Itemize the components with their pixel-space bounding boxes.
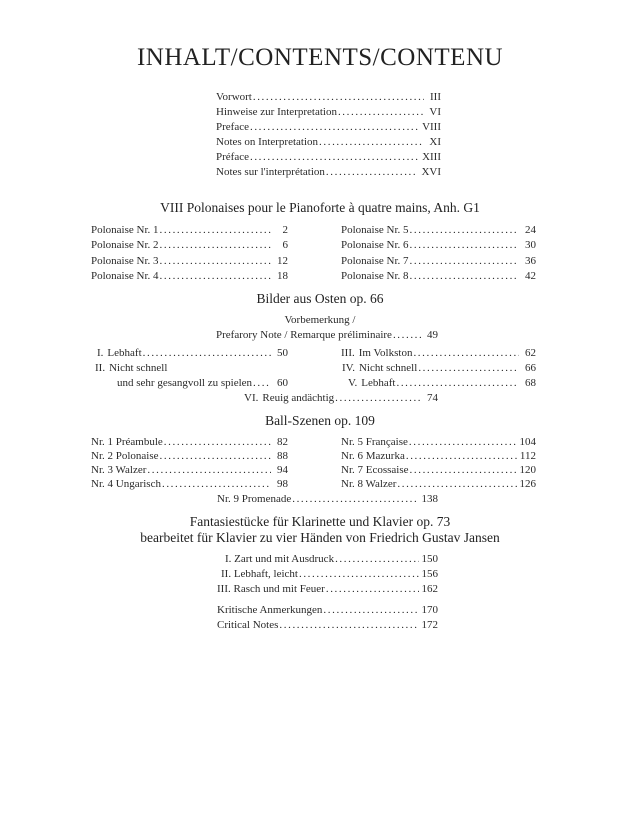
movement-number: II. — [95, 362, 106, 374]
toc-label: Notes on Interpretation — [216, 136, 319, 148]
toc-page: 2 — [282, 224, 288, 236]
toc-page: 150 — [421, 553, 438, 565]
toc-page: 156 — [421, 568, 438, 580]
toc-page: 94 — [277, 464, 288, 476]
dot-leader — [410, 463, 517, 477]
toc-entry — [91, 477, 288, 491]
toc-page: XIII — [422, 151, 441, 163]
section-subheading: bearbeitet für Klavier zu vier Händen von Friedrich Gustav Jansen — [140, 530, 500, 545]
dot-leader — [160, 238, 271, 252]
toc-label: Im Volkston — [358, 347, 413, 359]
toc-page: 49 — [427, 329, 438, 341]
toc-label: Reuig andächtig — [262, 392, 335, 404]
toc-page: 30 — [525, 239, 536, 251]
dot-leader — [292, 492, 418, 506]
toc-page: III — [430, 91, 441, 103]
toc-label: Preface — [216, 121, 249, 133]
toc-entry — [97, 346, 288, 360]
toc-page: VI — [429, 106, 441, 118]
toc-entry — [244, 391, 438, 405]
toc-entry — [216, 105, 441, 119]
toc-page: 36 — [525, 255, 536, 267]
dot-leader — [410, 254, 519, 268]
dot-leader — [410, 238, 519, 252]
toc-label: Polonaise Nr. 1 — [91, 224, 159, 236]
movement-number: III. — [341, 347, 355, 359]
toc-page: 24 — [525, 224, 536, 236]
toc-page: 138 — [421, 493, 438, 505]
toc-label: Nr. 2 Polonaise — [91, 450, 159, 462]
toc-entry — [91, 223, 288, 237]
toc-label: und sehr gesangvoll zu spielen — [117, 377, 253, 389]
toc-page: 60 — [277, 377, 288, 389]
toc-label: Nicht schnell — [358, 362, 418, 374]
toc-label: Polonaise Nr. 3 — [91, 255, 159, 267]
dot-leader — [160, 254, 271, 268]
toc-page: 50 — [277, 347, 288, 359]
toc-page: 120 — [519, 464, 536, 476]
toc-label: Nr. 6 Mazurka — [341, 450, 405, 462]
toc-page: 68 — [525, 377, 536, 389]
toc-entry — [95, 361, 167, 375]
dot-leader — [253, 376, 271, 390]
dot-leader — [326, 165, 419, 179]
toc-page: 62 — [525, 347, 536, 359]
toc-page: 74 — [427, 392, 438, 404]
toc-entry — [91, 435, 288, 449]
toc-entry — [217, 603, 438, 617]
section-heading: Fantasiestücke für Klarinette und Klavier op. 73 — [189, 514, 451, 529]
dot-leader — [160, 449, 271, 463]
toc-label: Nr. 1 Préambule — [91, 436, 163, 448]
movement-number: V. — [348, 377, 358, 389]
dot-leader — [410, 269, 519, 283]
toc-page: 162 — [421, 583, 438, 595]
toc-label: Nr. 7 Ecossaise — [341, 464, 409, 476]
toc-entry — [217, 492, 438, 506]
toc-entry — [217, 567, 438, 581]
toc-page: 6 — [282, 239, 288, 251]
toc-entry — [216, 135, 441, 149]
toc-label: Nr. 4 Ungarisch — [91, 478, 161, 490]
movement-number: IV. — [342, 362, 355, 374]
toc-entry — [341, 477, 536, 491]
toc-page: 88 — [277, 450, 288, 462]
section-heading: VIII Polonaises pour le Pianoforte à quatre mains, Anh. G1 — [160, 200, 480, 215]
toc-entry — [91, 463, 288, 477]
toc-label: Polonaise Nr. 8 — [341, 270, 409, 282]
toc-page: 104 — [519, 436, 536, 448]
dot-leader — [326, 582, 419, 596]
toc-label: Kritische Anmerkungen — [217, 604, 323, 616]
toc-page: 12 — [277, 255, 288, 267]
dot-leader — [409, 435, 517, 449]
toc-label: Polonaise Nr. 4 — [91, 270, 159, 282]
dot-leader — [279, 618, 418, 632]
toc-label: Notes sur l'interprétation — [216, 166, 325, 178]
toc-entry — [341, 238, 536, 252]
toc-page: 18 — [277, 270, 288, 282]
toc-label: Prefarory Note / Remarque préliminaire — [216, 329, 392, 341]
toc-entry — [216, 150, 441, 164]
toc-label: Nr. 3 Walzer — [91, 464, 147, 476]
toc-entry — [341, 449, 536, 463]
toc-label: Polonaise Nr. 2 — [91, 239, 159, 251]
toc-entry — [216, 90, 441, 104]
dot-leader — [397, 477, 516, 491]
toc-entry — [117, 376, 288, 390]
dot-leader — [406, 449, 517, 463]
toc-label: II. Lebhaft, leicht — [221, 568, 298, 580]
toc-entry — [217, 618, 438, 632]
toc-page: XI — [429, 136, 441, 148]
dot-leader — [299, 567, 419, 581]
toc-page: 66 — [525, 362, 536, 374]
dot-leader — [393, 328, 421, 342]
dot-leader — [323, 603, 418, 617]
toc-entry — [216, 165, 441, 179]
toc-entry — [91, 238, 288, 252]
movement-number: VI. — [244, 392, 259, 404]
toc-entry — [217, 552, 438, 566]
toc-page: 42 — [525, 270, 536, 282]
page-title: INHALT/CONTENTS/CONTENU — [136, 44, 504, 71]
toc-label: Critical Notes — [217, 619, 279, 631]
toc-label: Nr. 5 Française — [341, 436, 408, 448]
toc-entry — [91, 449, 288, 463]
dot-leader — [413, 346, 519, 360]
toc-label: Lebhaft — [361, 377, 396, 389]
dot-leader — [335, 552, 418, 566]
toc-entry — [341, 269, 536, 283]
toc-entry — [341, 254, 536, 268]
dot-leader — [410, 223, 519, 237]
toc-entry — [341, 223, 536, 237]
toc-page: 172 — [421, 619, 438, 631]
dot-leader — [335, 391, 421, 405]
toc-entry — [216, 120, 441, 134]
dot-leader — [418, 361, 519, 375]
toc-entry — [91, 254, 288, 268]
toc-label: I. Zart und mit Ausdruck — [225, 553, 335, 565]
toc-label: Lebhaft — [107, 347, 142, 359]
toc-page: 98 — [277, 478, 288, 490]
dot-leader — [147, 463, 271, 477]
toc-entry — [342, 361, 536, 375]
toc-page: XVI — [421, 166, 441, 178]
toc-entry — [341, 463, 536, 477]
movement-number: I. — [97, 347, 104, 359]
note-line: Vorbemerkung / — [284, 314, 356, 326]
section-heading: Bilder aus Osten op. 66 — [256, 291, 384, 306]
dot-leader — [253, 90, 424, 104]
dot-leader — [338, 105, 424, 119]
toc-label: Nr. 9 Promenade — [217, 493, 292, 505]
dot-leader — [160, 223, 271, 237]
toc-label: Nicht schnell — [109, 362, 168, 374]
dot-leader — [160, 269, 271, 283]
toc-page: 126 — [519, 478, 536, 490]
dot-leader — [396, 376, 519, 390]
dot-leader — [164, 435, 271, 449]
toc-label: Polonaise Nr. 7 — [341, 255, 409, 267]
toc-label: Vorwort — [216, 91, 252, 103]
dot-leader — [319, 135, 424, 149]
toc-page: 112 — [519, 450, 536, 462]
dot-leader — [162, 477, 271, 491]
toc-label: Polonaise Nr. 5 — [341, 224, 409, 236]
toc-entry — [216, 328, 438, 342]
toc-page: VIII — [422, 121, 441, 133]
toc-entry — [217, 582, 438, 596]
toc-label: Hinweise zur Interpretation — [216, 106, 337, 118]
toc-entry — [341, 346, 536, 360]
toc-label: Préface — [216, 151, 249, 163]
dot-leader — [143, 346, 271, 360]
toc-label: Nr. 8 Walzer — [341, 478, 397, 490]
toc-label: III. Rasch und mit Feuer — [217, 583, 325, 595]
toc-entry — [91, 269, 288, 283]
toc-entry — [348, 376, 536, 390]
toc-page: 82 — [277, 436, 288, 448]
dot-leader — [250, 150, 419, 164]
toc-page: 170 — [421, 604, 438, 616]
toc-label: Polonaise Nr. 6 — [341, 239, 409, 251]
toc-entry — [341, 435, 536, 449]
section-heading: Ball-Szenen op. 109 — [265, 413, 375, 428]
dot-leader — [250, 120, 419, 134]
